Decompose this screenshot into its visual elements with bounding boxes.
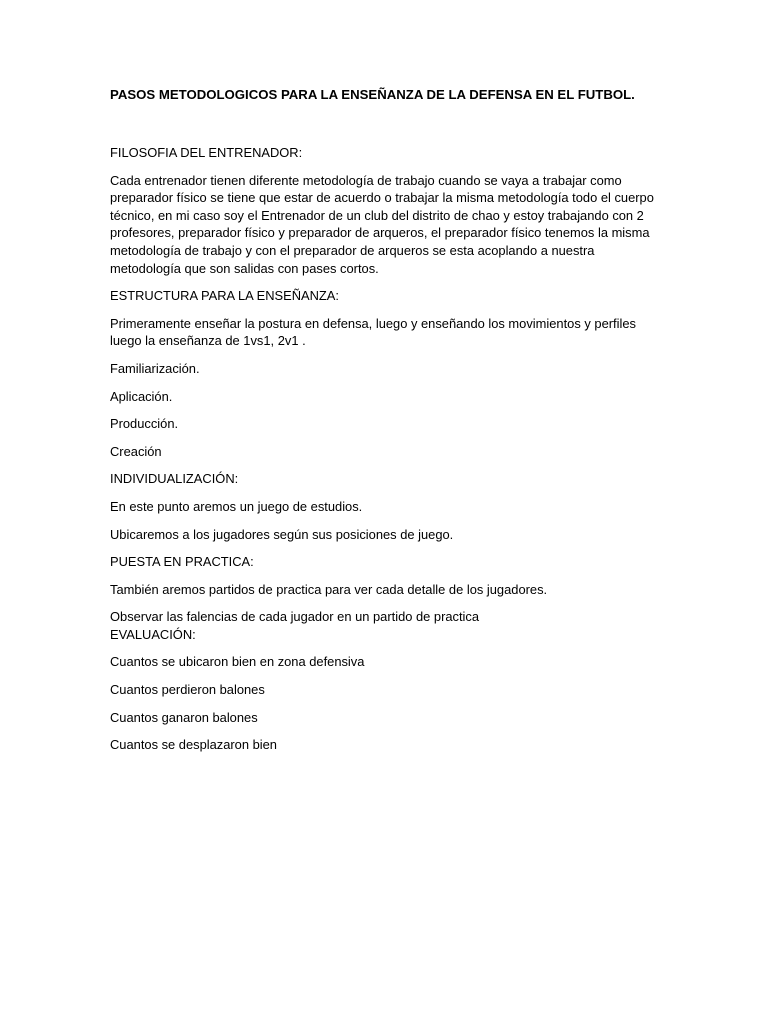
practica-item: También aremos partidos de practica para ver cada detalle de los jugadores. xyxy=(110,581,548,597)
paragraph-estructura: Primeramente enseñar la postura en defensa, luego y enseñando los movimientos y perfiles luego la enseñanza de 1vs1, 2v1 . xyxy=(110,315,636,349)
stage-item: Producción. xyxy=(110,416,179,432)
paragraph-filosofia: Cada entrenador tienen diferente metodología de trabajo cuando se vaya a trabajar como preparador físico se tiene que estar de acuerdo o trabajar la misma metodología todo el cuerpo técnico, en mi caso soy el Entrenador de un club del distrito de chao y estoy trabajando con 2 profesores, preparador físico y preparador de arqueros, el preparador físico tenemos la misma metodología de trabajo y con el preparador de arqueros se esta acoplando a nuestra metodología que son salidas con pases cortos. xyxy=(110,172,654,276)
stage-item: Creación xyxy=(110,443,162,459)
evaluacion-item: Cuantos ganaron balones xyxy=(110,709,258,725)
section-heading-individualizacion: INDIVIDUALIZACIÓN: xyxy=(110,471,239,487)
individualizacion-item: En este punto aremos un juego de estudios. xyxy=(110,498,363,514)
evaluacion-item: Cuantos se desplazaron bien xyxy=(110,737,277,753)
section-heading-puesta-en-practica: PUESTA EN PRACTICA: xyxy=(110,554,254,570)
practica-item: Observar las falencias de cada jugador en un partido de practica xyxy=(110,609,480,625)
section-heading-evaluacion: EVALUACIÓN: xyxy=(110,626,196,642)
document-content xyxy=(110,86,658,764)
section-heading-filosofia: FILOSOFIA DEL ENTRENADOR: xyxy=(110,145,303,160)
section-heading-estructura: ESTRUCTURA PARA LA ENSEÑANZA: xyxy=(110,288,339,304)
evaluacion-item: Cuantos perdieron balones xyxy=(110,682,265,698)
individualizacion-item: Ubicaremos a los jugadores según sus posiciones de juego. xyxy=(110,526,454,542)
stage-item: Aplicación. xyxy=(110,388,173,404)
document-title: PASOS METODOLOGICOS PARA LA ENSEÑANZA DE LA DEFENSA EN EL FUTBOL. xyxy=(110,87,635,102)
evaluacion-item: Cuantos se ubicaron bien en zona defensiva xyxy=(110,654,365,670)
stage-item: Familiarización. xyxy=(110,360,200,376)
